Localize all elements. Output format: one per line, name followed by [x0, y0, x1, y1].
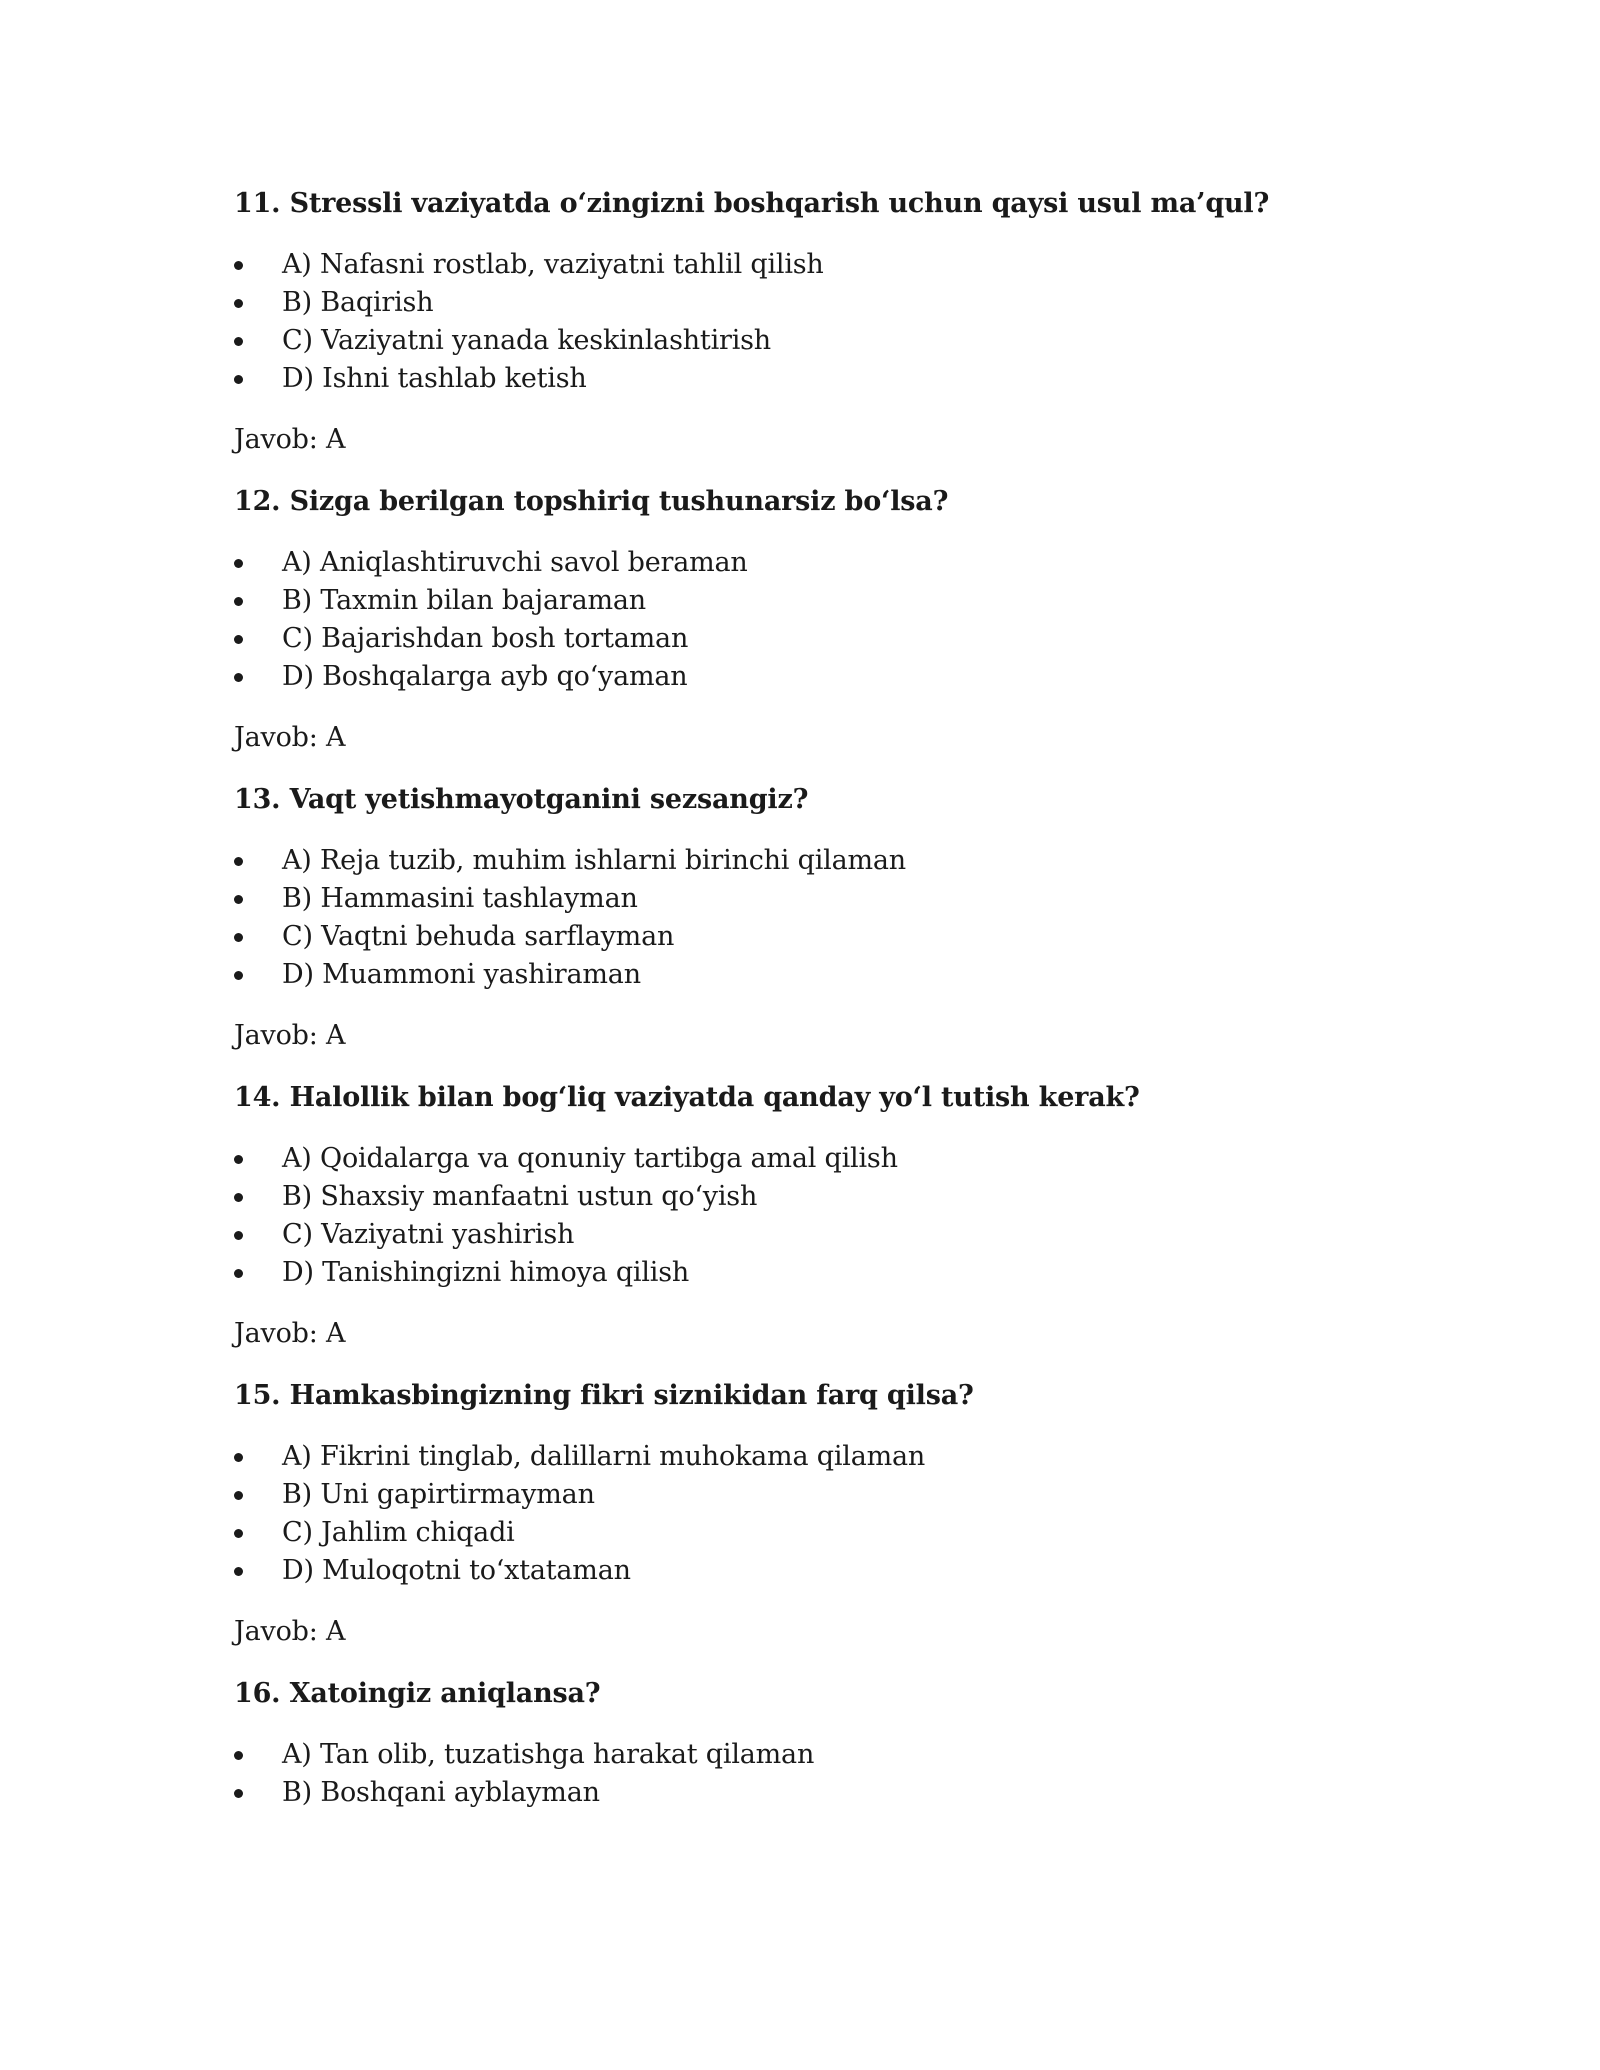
options-list	[234, 1736, 1394, 1812]
option-text: C) Jahlim chiqadi	[282, 1517, 515, 1548]
bullet-icon	[234, 1193, 243, 1202]
question-title: 12. Sizga berilgan topshiriq tushunarsiz bo‘lsa?	[234, 486, 949, 517]
option-item	[234, 1216, 1394, 1254]
answer-text: Javob: A	[234, 722, 346, 753]
question-block	[234, 780, 1394, 1056]
option-item	[234, 918, 1394, 956]
bullet-icon	[234, 971, 243, 980]
options-list	[234, 1438, 1394, 1590]
option-item	[234, 1178, 1394, 1216]
question-block	[234, 1674, 1394, 1812]
bullet-icon	[234, 1155, 243, 1164]
question-block	[234, 184, 1394, 460]
option-text: B) Shaxsiy manfaatni ustun qo‘yish	[282, 1181, 758, 1212]
answer-text: Javob: A	[234, 1020, 346, 1051]
question-block	[234, 1376, 1394, 1652]
option-text: A) Tan olib, tuzatishga harakat qilaman	[282, 1739, 815, 1770]
option-item	[234, 1140, 1394, 1178]
option-text: B) Uni gapirtirmayman	[282, 1479, 595, 1510]
question-title: 13. Vaqt yetishmayotganini sezsangiz?	[234, 784, 809, 815]
option-text: D) Muloqotni to‘xtataman	[282, 1555, 631, 1586]
bullet-icon	[234, 933, 243, 942]
option-text: C) Vaqtni behuda sarflayman	[282, 921, 675, 952]
option-text: A) Reja tuzib, muhim ishlarni birinchi qilaman	[282, 845, 906, 876]
option-text: A) Nafasni rostlab, vaziyatni tahlil qilish	[282, 249, 824, 280]
option-text: D) Ishni tashlab ketish	[282, 363, 587, 394]
option-text: D) Tanishingizni himoya qilish	[282, 1257, 690, 1288]
bullet-icon	[234, 1529, 243, 1538]
option-item	[234, 1476, 1394, 1514]
option-item	[234, 1254, 1394, 1292]
option-text: A) Aniqlashtiruvchi savol beraman	[282, 547, 748, 578]
options-list	[234, 544, 1394, 696]
option-text: A) Fikrini tinglab, dalillarni muhokama qilaman	[282, 1441, 926, 1472]
bullet-icon	[234, 1491, 243, 1500]
question-title: 14. Halollik bilan bog‘liq vaziyatda qanday yo‘l tutish kerak?	[234, 1082, 1140, 1113]
option-item	[234, 956, 1394, 994]
bullet-icon	[234, 337, 243, 346]
option-text: D) Muammoni yashiraman	[282, 959, 641, 990]
option-text: A) Qoidalarga va qonuniy tartibga amal qilish	[282, 1143, 898, 1174]
option-item	[234, 1514, 1394, 1552]
answer-text: Javob: A	[234, 1616, 346, 1647]
option-text: C) Vaziyatni yashirish	[282, 1219, 575, 1250]
option-item	[234, 1736, 1394, 1774]
question-block	[234, 482, 1394, 758]
options-list	[234, 842, 1394, 994]
bullet-icon	[234, 1231, 243, 1240]
option-text: B) Baqirish	[282, 287, 434, 318]
document-page	[234, 184, 1394, 1834]
bullet-icon	[234, 559, 243, 568]
option-item	[234, 620, 1394, 658]
option-item	[234, 1438, 1394, 1476]
question-title: 15. Hamkasbingizning fikri siznikidan farq qilsa?	[234, 1380, 974, 1411]
question-title: 16. Xatoingiz aniqlansa?	[234, 1678, 601, 1709]
question-title: 11. Stressli vaziyatda o‘zingizni boshqarish uchun qaysi usul ma’qul?	[234, 188, 1270, 219]
bullet-icon	[234, 635, 243, 644]
option-item	[234, 842, 1394, 880]
bullet-icon	[234, 1751, 243, 1760]
bullet-icon	[234, 857, 243, 866]
option-text: B) Taxmin bilan bajaraman	[282, 585, 646, 616]
bullet-icon	[234, 261, 243, 270]
question-block	[234, 1078, 1394, 1354]
option-text: B) Boshqani ayblayman	[282, 1777, 600, 1808]
bullet-icon	[234, 299, 243, 308]
option-item	[234, 1552, 1394, 1590]
option-text: C) Vaziyatni yanada keskinlashtirish	[282, 325, 771, 356]
bullet-icon	[234, 673, 243, 682]
option-item	[234, 284, 1394, 322]
bullet-icon	[234, 597, 243, 606]
bullet-icon	[234, 1453, 243, 1462]
bullet-icon	[234, 1789, 243, 1798]
bullet-icon	[234, 1567, 243, 1576]
option-item	[234, 658, 1394, 696]
answer-text: Javob: A	[234, 1318, 346, 1349]
option-item	[234, 544, 1394, 582]
options-list	[234, 1140, 1394, 1292]
bullet-icon	[234, 375, 243, 384]
bullet-icon	[234, 1269, 243, 1278]
bullet-icon	[234, 895, 243, 904]
answer-text: Javob: A	[234, 424, 346, 455]
option-item	[234, 880, 1394, 918]
option-text: B) Hammasini tashlayman	[282, 883, 638, 914]
options-list	[234, 246, 1394, 398]
option-item	[234, 246, 1394, 284]
option-text: C) Bajarishdan bosh tortaman	[282, 623, 689, 654]
option-item	[234, 322, 1394, 360]
option-item	[234, 1774, 1394, 1812]
option-item	[234, 582, 1394, 620]
option-item	[234, 360, 1394, 398]
option-text: D) Boshqalarga ayb qo‘yaman	[282, 661, 688, 692]
